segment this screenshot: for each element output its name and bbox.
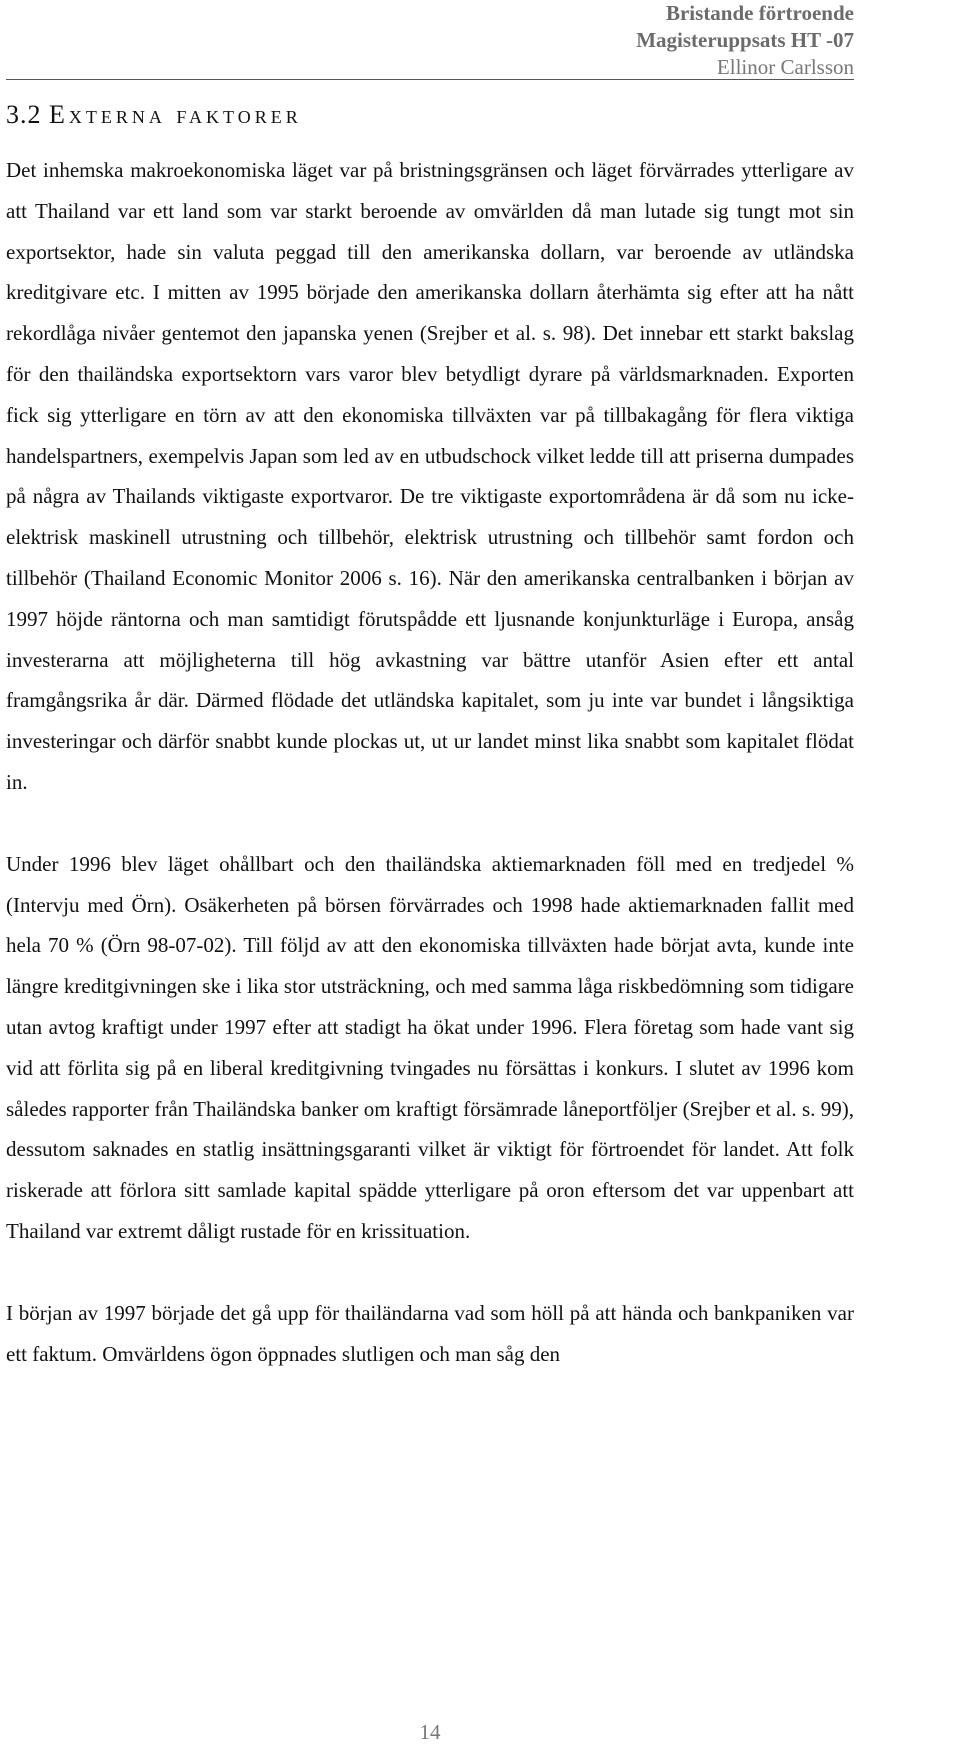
page-number: 14: [419, 1720, 441, 1744]
running-header: [636, 0, 854, 81]
paragraph: Under 1996 blev läget ohållbart och den thailändska aktiemarknaden föll med en tredjedel % (Intervju med Örn). Osäkerheten på börsen förvärrades och 1998 hade aktiemarknaden fallit med hela 70 % (Örn 98-07-02). Till följd av att den ekonomiska tillväxten hade börjat avta, kunde inte längre kreditgivningen ske i lika stor utsträckning, och med samma låga riskbedömning som tidigare utan avtog kraftigt under 1997 efter att stadigt ha ökat under 1996. Flera företag som hade vant sig vid att förlita sig på en liberal kreditgivning tvingades nu försättas i konkurs. I slutet av 1996 kom således rapporter från Thailändska banker om kraftigt försämrade låneportföljer (Srejber et al. s. 99), dessutom saknades en statlig insättningsgaranti vilket är viktigt för förtroendet för landet. Att folk riskerade att förlora sitt samlade kapital spädde ytterligare på oron eftersom det var uppenbart att Thailand var extremt dåligt rustade för en krissituation.: [6, 851, 854, 1243]
section-heading: [6, 100, 302, 130]
section-title: Externa faktorer: [49, 100, 302, 129]
body-text: [6, 150, 854, 1415]
paragraph: I början av 1997 började det gå upp för thailändarna vad som höll på att hända och bankpaniken var ett faktum. Omvärldens ögon öppnades slutligen och man såg den: [6, 1300, 854, 1366]
header-subtitle: Magisteruppsats HT -07: [636, 28, 854, 52]
header-divider: [6, 79, 854, 80]
header-author: Ellinor Carlsson: [716, 55, 854, 79]
header-title: Bristande förtroende: [665, 1, 854, 25]
paragraph: Det inhemska makroekonomiska läget var på bristningsgränsen och läget förvärrades ytterligare av att Thailand var ett land som var starkt beroende av omvärlden då man lutade sig tungt mot sin exportsektor, hade sin valuta peggad till den amerikanska dollarn, var beroende av utländska kreditgivare etc. I mitten av 1995 började den amerikanska dollarn återhämta sig efter att ha nått rekordlåga nivåer gentemot den japanska yenen (Srejber et al. s. 98). Det innebar ett starkt bakslag för den thailändska exportsektorn vars varor blev betydligt dyrare på världsmarknaden. Exporten fick sig ytterligare en törn av att den ekonomiska tillväxten var på tillbakagång för flera viktiga handelspartners, exempelvis Japan som led av en utbudschock vilket ledde till att priserna dumpades på några av Thailands viktigaste exportvaror. De tre viktigaste exportområdena är då som nu icke-elektrisk maskinell utrustning och tillbehör, elektrisk utrustning och tillbehör samt fordon och tillbehör (Thailand Economic Monitor 2006 s. 16). När den amerikanska centralbanken i början av 1997 höjde räntorna och man samtidigt förutspådde ett ljusnande konjunkturläge i Europa, ansåg investerarna att möjligheterna till hög avkastning var bättre utanför Asien efter ett antal framgångsrika år där. Därmed flödade det utländska kapitalet, som ju inte var bundet i långsiktiga investeringar och därför snabbt kunde plockas ut, ut ur landet minst lika snabbt som kapitalet flödat in.: [6, 158, 854, 794]
section-number: 3.2: [6, 100, 42, 129]
